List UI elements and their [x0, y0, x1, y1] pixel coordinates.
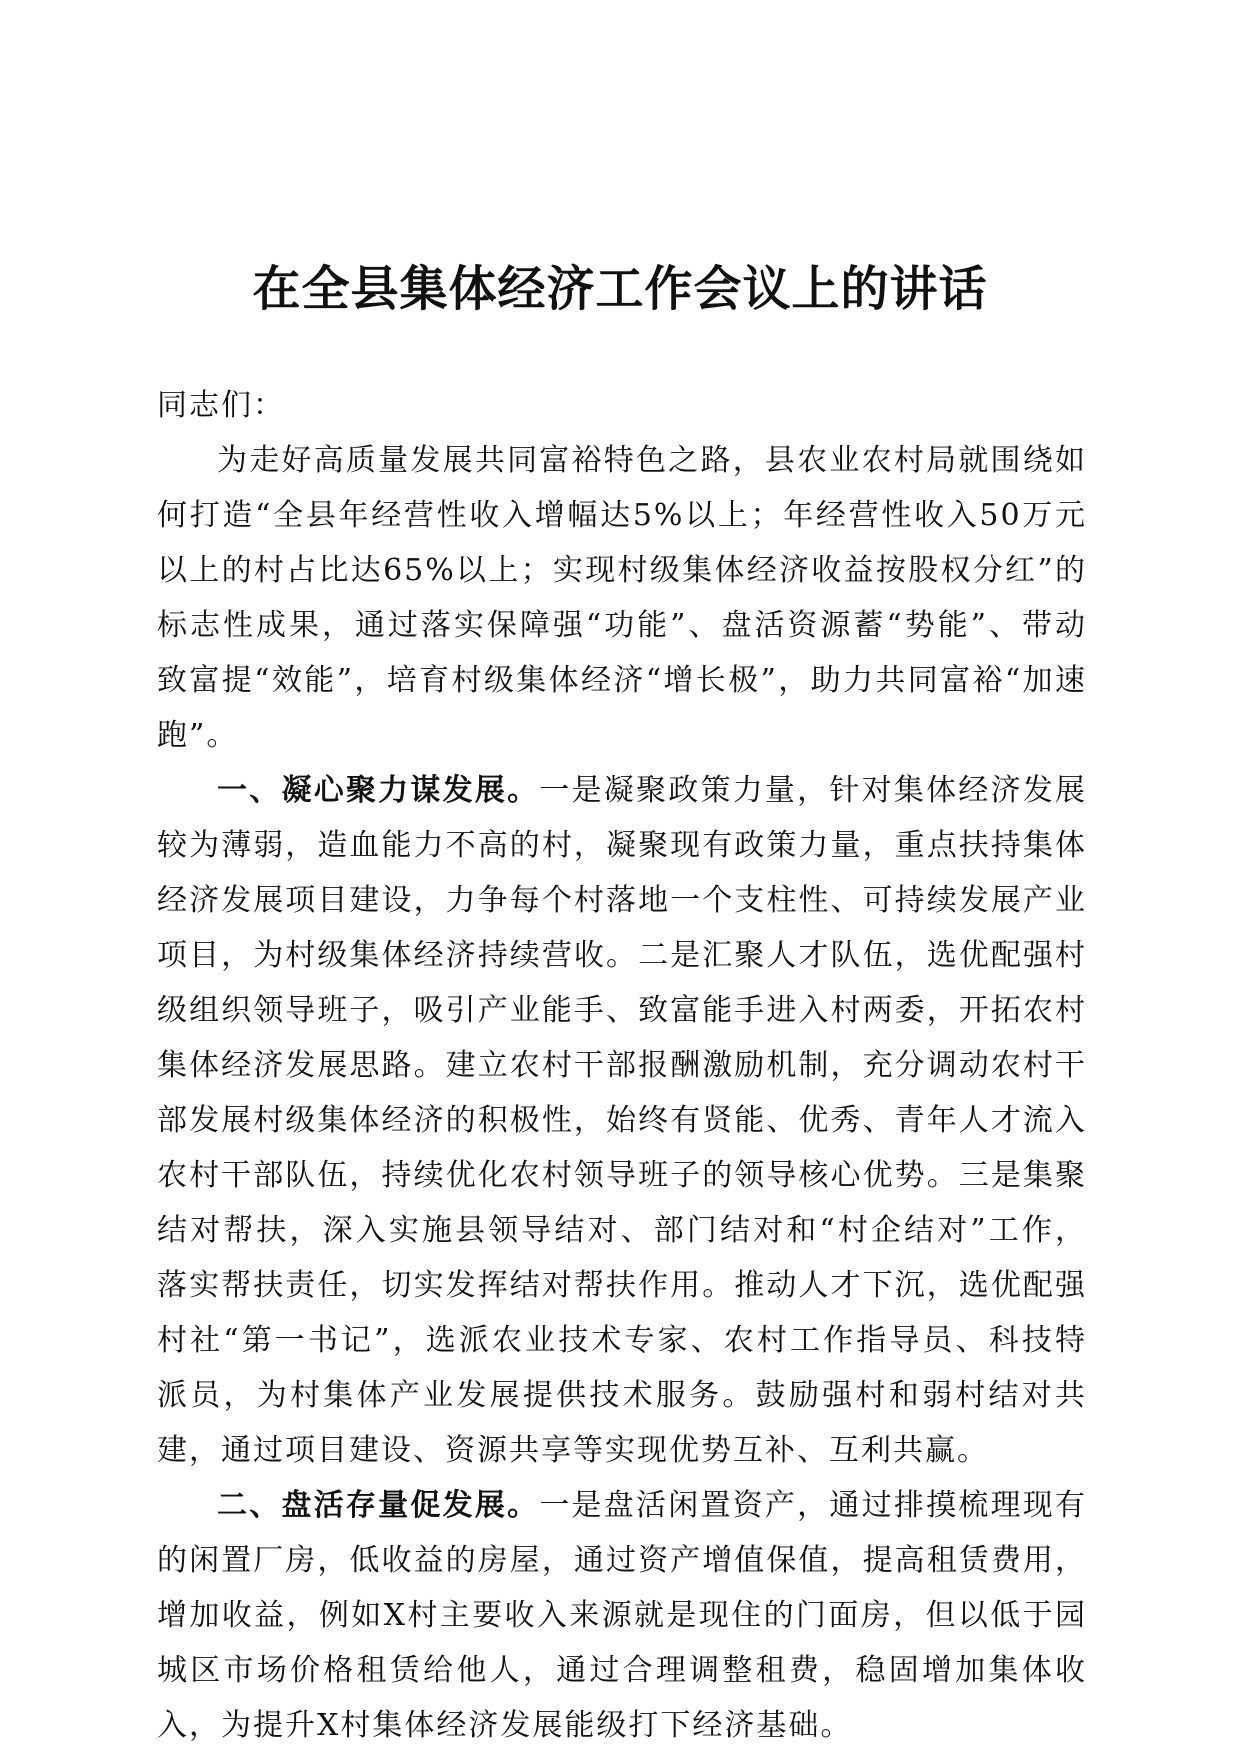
section-2-paragraph — [157, 1478, 1087, 1753]
section-2-heading: 二、盘活存量促发展。 — [217, 1488, 540, 1523]
greeting: 同志们： — [157, 388, 285, 423]
document-title: 在全县集体经济工作会议上的讲话 — [252, 261, 988, 318]
document-body — [157, 378, 1087, 1753]
section-1-text: 一是凝聚政策力量，针对集体经济发展较为薄弱，造血能力不高的村，凝聚现有政策力量，重点扶持集体经济发展项目建设，力争每个村落地一个支柱性、可持续发展产业项目，为村级集体经济持续营收。二是汇聚人才队伍，选优配强村级组织领导班子，吸引产业能手、致富能手进入村两委，开拓农村集体经济发展思路。建立农村干部报酬激励机制，充分调动农村干部发展村级集体经济的积极性，始终有贤能、优秀、青年人才流入农村干部队伍，持续优化农村领导班子的领导核心优势。三是集聚结对帮扶，深入实施县领导结对、部门结对和“村企结对”工作，落实帮扶责任，切实发挥结对帮扶作用。推动人才下沉，选优配强村社“第一书记”，选派农业技术专家、农村工作指导员、科技特派员，为村集体产业发展提供技术服务。鼓励强村和弱村结对共建，通过项目建设、资源共享等实现优势互补、互利共赢。 — [157, 773, 1088, 1468]
section-2-text: 一是盘活闲置资产，通过排摸梳理现有的闲置厂房，低收益的房屋，通过资产增值保值，提高租赁费用，增加收益，例如X村主要收入来源就是现住的门面房，但以低于园城区市场价格租赁给他人，通过合理调整租费，稳固增加集体收入，为提升X村集体经济发展能级打下经济基础。 — [157, 1488, 1088, 1743]
section-1-heading: 一、凝心聚力谋发展。 — [217, 773, 540, 808]
intro-paragraph: 为走好高质量发展共同富裕特色之路，县农业农村局就围绕如何打造“全县年经营性收入增幅达5%以上；年经营性收入50万元以上的村占比达65%以上；实现村级集体经济收益按股权分红”的标志性成果，通过落实保障强“功能”、盘活资源蓄“势能”、带动致富提“效能”，培育村级集体经济“增长极”，助力共同富裕“加速跑”。 — [157, 443, 1087, 753]
section-1-paragraph — [157, 763, 1087, 1478]
